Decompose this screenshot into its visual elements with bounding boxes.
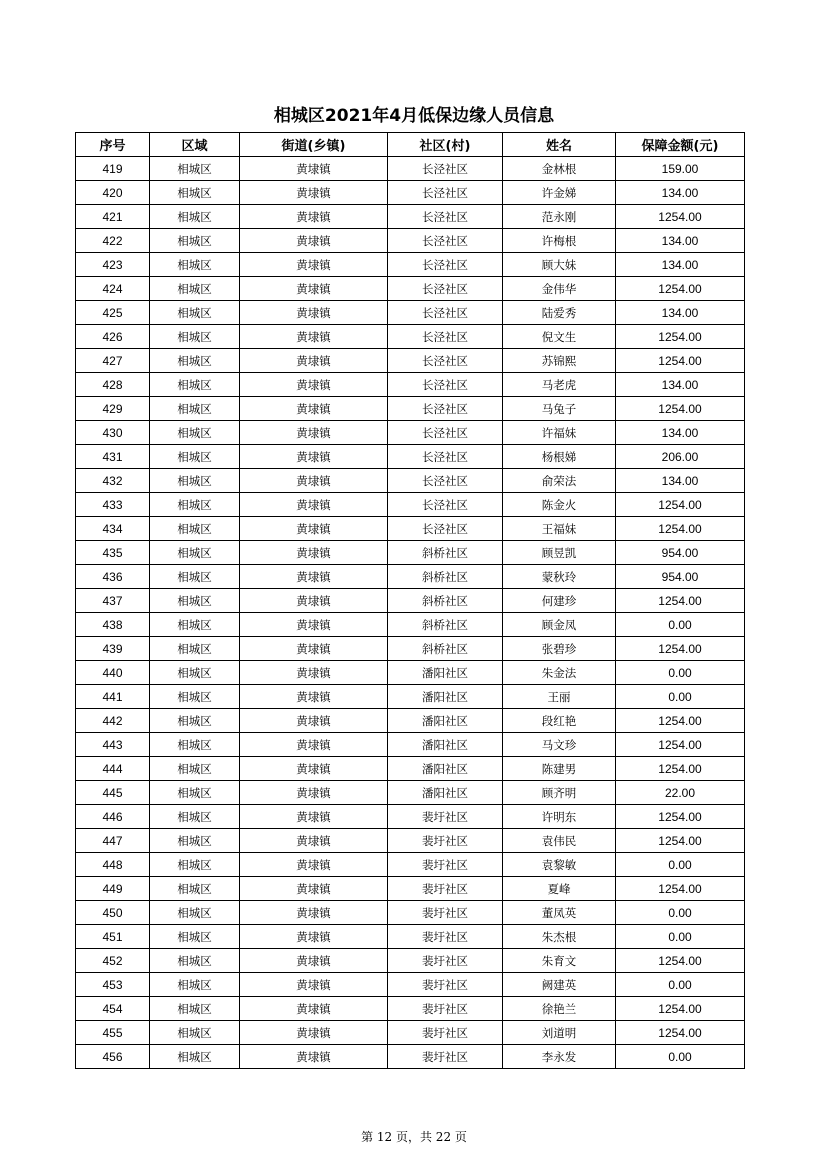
cell-name: 许福妹: [503, 421, 616, 445]
cell-name: 陈金火: [503, 493, 616, 517]
cell-index: 449: [76, 877, 150, 901]
cell-name: 倪文生: [503, 325, 616, 349]
table-row: [76, 277, 745, 301]
cell-district: 相城区: [150, 277, 240, 301]
cell-community: 裴圩社区: [388, 973, 503, 997]
cell-community: 长泾社区: [388, 349, 503, 373]
cell-district: 相城区: [150, 901, 240, 925]
cell-district: 相城区: [150, 397, 240, 421]
cell-street: 黄埭镇: [240, 877, 388, 901]
cell-name: 何建珍: [503, 589, 616, 613]
table-row: [76, 589, 745, 613]
cell-amount: 1254.00: [616, 397, 745, 421]
table-row: [76, 205, 745, 229]
cell-street: 黄埭镇: [240, 253, 388, 277]
cell-index: 443: [76, 733, 150, 757]
cell-community: 裴圩社区: [388, 877, 503, 901]
cell-name: 陆爱秀: [503, 301, 616, 325]
table-row: [76, 733, 745, 757]
cell-name: 金林根: [503, 157, 616, 181]
table-row: [76, 397, 745, 421]
cell-name: 袁伟民: [503, 829, 616, 853]
table-row: [76, 829, 745, 853]
cell-community: 长泾社区: [388, 421, 503, 445]
cell-amount: 1254.00: [616, 493, 745, 517]
cell-community: 长泾社区: [388, 253, 503, 277]
cell-district: 相城区: [150, 253, 240, 277]
cell-district: 相城区: [150, 613, 240, 637]
cell-name: 顾大妹: [503, 253, 616, 277]
cell-street: 黄埭镇: [240, 757, 388, 781]
cell-street: 黄埭镇: [240, 733, 388, 757]
column-header-street: 街道(乡镇): [240, 133, 388, 157]
cell-street: 黄埭镇: [240, 829, 388, 853]
table-row: [76, 253, 745, 277]
cell-community: 长泾社区: [388, 517, 503, 541]
column-header-community: 社区(村): [388, 133, 503, 157]
cell-name: 俞荣法: [503, 469, 616, 493]
cell-street: 黄埭镇: [240, 565, 388, 589]
cell-street: 黄埭镇: [240, 997, 388, 1021]
cell-amount: 134.00: [616, 229, 745, 253]
cell-amount: 1254.00: [616, 805, 745, 829]
cell-amount: 134.00: [616, 253, 745, 277]
cell-community: 裴圩社区: [388, 925, 503, 949]
cell-amount: 206.00: [616, 445, 745, 469]
table-row: [76, 421, 745, 445]
cell-name: 袁黎敏: [503, 853, 616, 877]
cell-name: 夏峰: [503, 877, 616, 901]
table-row: [76, 157, 745, 181]
cell-index: 447: [76, 829, 150, 853]
cell-community: 裴圩社区: [388, 997, 503, 1021]
cell-index: 428: [76, 373, 150, 397]
cell-amount: 1254.00: [616, 589, 745, 613]
cell-community: 长泾社区: [388, 205, 503, 229]
cell-name: 金伟华: [503, 277, 616, 301]
cell-district: 相城区: [150, 781, 240, 805]
cell-index: 444: [76, 757, 150, 781]
cell-amount: 1254.00: [616, 325, 745, 349]
cell-street: 黄埭镇: [240, 277, 388, 301]
cell-amount: 1254.00: [616, 997, 745, 1021]
cell-street: 黄埭镇: [240, 661, 388, 685]
table-row: [76, 1021, 745, 1045]
cell-amount: 134.00: [616, 421, 745, 445]
cell-community: 裴圩社区: [388, 829, 503, 853]
cell-district: 相城区: [150, 1021, 240, 1045]
cell-index: 437: [76, 589, 150, 613]
cell-community: 裴圩社区: [388, 853, 503, 877]
cell-name: 陈建男: [503, 757, 616, 781]
data-table: [75, 132, 745, 1069]
table-row: [76, 997, 745, 1021]
cell-amount: 1254.00: [616, 1021, 745, 1045]
table-row: [76, 757, 745, 781]
cell-community: 斜桥社区: [388, 541, 503, 565]
table-row: [76, 325, 745, 349]
cell-index: 440: [76, 661, 150, 685]
cell-name: 李永发: [503, 1045, 616, 1069]
cell-index: 454: [76, 997, 150, 1021]
cell-amount: 134.00: [616, 469, 745, 493]
table-row: [76, 685, 745, 709]
cell-district: 相城区: [150, 637, 240, 661]
cell-street: 黄埭镇: [240, 685, 388, 709]
cell-amount: 954.00: [616, 565, 745, 589]
table-row: [76, 901, 745, 925]
cell-community: 斜桥社区: [388, 637, 503, 661]
cell-district: 相城区: [150, 181, 240, 205]
cell-name: 蒙秋玲: [503, 565, 616, 589]
cell-district: 相城区: [150, 541, 240, 565]
cell-district: 相城区: [150, 589, 240, 613]
cell-amount: 159.00: [616, 157, 745, 181]
cell-street: 黄埭镇: [240, 373, 388, 397]
cell-district: 相城区: [150, 1045, 240, 1069]
cell-community: 长泾社区: [388, 469, 503, 493]
cell-name: 许明东: [503, 805, 616, 829]
cell-name: 朱杰根: [503, 925, 616, 949]
cell-amount: 1254.00: [616, 709, 745, 733]
cell-community: 潘阳社区: [388, 661, 503, 685]
cell-amount: 0.00: [616, 1045, 745, 1069]
cell-community: 潘阳社区: [388, 757, 503, 781]
cell-amount: 134.00: [616, 373, 745, 397]
cell-community: 潘阳社区: [388, 733, 503, 757]
cell-community: 裴圩社区: [388, 1045, 503, 1069]
cell-district: 相城区: [150, 997, 240, 1021]
cell-index: 453: [76, 973, 150, 997]
cell-street: 黄埭镇: [240, 205, 388, 229]
column-header-district: 区域: [150, 133, 240, 157]
cell-street: 黄埭镇: [240, 589, 388, 613]
table-row: [76, 637, 745, 661]
cell-street: 黄埭镇: [240, 157, 388, 181]
cell-district: 相城区: [150, 325, 240, 349]
cell-name: 顾金凤: [503, 613, 616, 637]
table-row: [76, 877, 745, 901]
cell-index: 439: [76, 637, 150, 661]
cell-street: 黄埭镇: [240, 781, 388, 805]
cell-amount: 134.00: [616, 301, 745, 325]
column-header-amount: 保障金额(元): [616, 133, 745, 157]
cell-amount: 1254.00: [616, 637, 745, 661]
cell-street: 黄埭镇: [240, 1045, 388, 1069]
cell-amount: 1254.00: [616, 829, 745, 853]
cell-community: 裴圩社区: [388, 1021, 503, 1045]
cell-district: 相城区: [150, 709, 240, 733]
cell-amount: 1254.00: [616, 205, 745, 229]
table-row: [76, 709, 745, 733]
cell-amount: 1254.00: [616, 349, 745, 373]
cell-street: 黄埭镇: [240, 349, 388, 373]
cell-district: 相城区: [150, 493, 240, 517]
cell-index: 424: [76, 277, 150, 301]
cell-name: 朱育文: [503, 949, 616, 973]
cell-community: 斜桥社区: [388, 565, 503, 589]
cell-community: 潘阳社区: [388, 685, 503, 709]
cell-name: 阙建英: [503, 973, 616, 997]
cell-community: 长泾社区: [388, 325, 503, 349]
cell-amount: 0.00: [616, 685, 745, 709]
cell-amount: 1254.00: [616, 949, 745, 973]
table-row: [76, 973, 745, 997]
cell-street: 黄埭镇: [240, 805, 388, 829]
cell-index: 430: [76, 421, 150, 445]
cell-community: 长泾社区: [388, 445, 503, 469]
cell-street: 黄埭镇: [240, 973, 388, 997]
cell-index: 435: [76, 541, 150, 565]
cell-name: 马文珍: [503, 733, 616, 757]
cell-street: 黄埭镇: [240, 229, 388, 253]
cell-index: 455: [76, 1021, 150, 1045]
cell-community: 长泾社区: [388, 373, 503, 397]
cell-street: 黄埭镇: [240, 493, 388, 517]
cell-name: 段红艳: [503, 709, 616, 733]
cell-street: 黄埭镇: [240, 445, 388, 469]
cell-district: 相城区: [150, 973, 240, 997]
cell-amount: 0.00: [616, 901, 745, 925]
table-row: [76, 541, 745, 565]
cell-district: 相城区: [150, 949, 240, 973]
cell-street: 黄埭镇: [240, 421, 388, 445]
cell-district: 相城区: [150, 925, 240, 949]
table-row: [76, 1045, 745, 1069]
cell-street: 黄埭镇: [240, 469, 388, 493]
cell-district: 相城区: [150, 229, 240, 253]
table-row: [76, 613, 745, 637]
header-row: [76, 133, 745, 157]
cell-street: 黄埭镇: [240, 925, 388, 949]
cell-amount: 0.00: [616, 613, 745, 637]
cell-district: 相城区: [150, 373, 240, 397]
table-row: [76, 493, 745, 517]
cell-index: 423: [76, 253, 150, 277]
table-row: [76, 853, 745, 877]
cell-amount: 0.00: [616, 973, 745, 997]
cell-street: 黄埭镇: [240, 397, 388, 421]
cell-amount: 0.00: [616, 853, 745, 877]
table-row: [76, 301, 745, 325]
column-header-name: 姓名: [503, 133, 616, 157]
cell-amount: 134.00: [616, 181, 745, 205]
cell-name: 许梅根: [503, 229, 616, 253]
cell-name: 朱金法: [503, 661, 616, 685]
cell-community: 长泾社区: [388, 277, 503, 301]
table-row: [76, 925, 745, 949]
cell-community: 裴圩社区: [388, 805, 503, 829]
cell-index: 433: [76, 493, 150, 517]
cell-index: 456: [76, 1045, 150, 1069]
cell-index: 446: [76, 805, 150, 829]
table-row: [76, 445, 745, 469]
cell-district: 相城区: [150, 685, 240, 709]
cell-amount: 1254.00: [616, 733, 745, 757]
cell-district: 相城区: [150, 205, 240, 229]
cell-index: 438: [76, 613, 150, 637]
cell-street: 黄埭镇: [240, 637, 388, 661]
cell-street: 黄埭镇: [240, 709, 388, 733]
cell-amount: 0.00: [616, 661, 745, 685]
table-row: [76, 181, 745, 205]
cell-district: 相城区: [150, 733, 240, 757]
cell-index: 442: [76, 709, 150, 733]
cell-name: 马兔子: [503, 397, 616, 421]
table-row: [76, 805, 745, 829]
cell-district: 相城区: [150, 565, 240, 589]
cell-street: 黄埭镇: [240, 853, 388, 877]
cell-district: 相城区: [150, 349, 240, 373]
cell-street: 黄埭镇: [240, 613, 388, 637]
cell-index: 429: [76, 397, 150, 421]
cell-index: 427: [76, 349, 150, 373]
table-row: [76, 565, 745, 589]
cell-name: 顾齐明: [503, 781, 616, 805]
cell-street: 黄埭镇: [240, 541, 388, 565]
cell-index: 450: [76, 901, 150, 925]
cell-index: 426: [76, 325, 150, 349]
cell-index: 445: [76, 781, 150, 805]
cell-street: 黄埭镇: [240, 949, 388, 973]
cell-amount: 1254.00: [616, 517, 745, 541]
page-footer: 第 12 页，共 22 页: [361, 1130, 467, 1144]
cell-amount: 1254.00: [616, 877, 745, 901]
cell-community: 长泾社区: [388, 157, 503, 181]
cell-index: 425: [76, 301, 150, 325]
cell-street: 黄埭镇: [240, 325, 388, 349]
cell-street: 黄埭镇: [240, 181, 388, 205]
cell-district: 相城区: [150, 517, 240, 541]
cell-index: 451: [76, 925, 150, 949]
cell-community: 长泾社区: [388, 397, 503, 421]
table-row: [76, 949, 745, 973]
cell-district: 相城区: [150, 445, 240, 469]
cell-community: 裴圩社区: [388, 949, 503, 973]
table-row: [76, 469, 745, 493]
cell-index: 419: [76, 157, 150, 181]
cell-index: 420: [76, 181, 150, 205]
column-header-index: 序号: [76, 133, 150, 157]
cell-district: 相城区: [150, 421, 240, 445]
cell-community: 长泾社区: [388, 181, 503, 205]
cell-amount: 1254.00: [616, 757, 745, 781]
cell-community: 潘阳社区: [388, 709, 503, 733]
cell-district: 相城区: [150, 805, 240, 829]
cell-amount: 22.00: [616, 781, 745, 805]
cell-street: 黄埭镇: [240, 901, 388, 925]
table-row: [76, 661, 745, 685]
cell-street: 黄埭镇: [240, 301, 388, 325]
cell-index: 436: [76, 565, 150, 589]
cell-index: 431: [76, 445, 150, 469]
cell-district: 相城区: [150, 301, 240, 325]
table-row: [76, 781, 745, 805]
cell-amount: 1254.00: [616, 277, 745, 301]
cell-amount: 954.00: [616, 541, 745, 565]
cell-index: 422: [76, 229, 150, 253]
cell-name: 王福妹: [503, 517, 616, 541]
cell-community: 潘阳社区: [388, 781, 503, 805]
cell-district: 相城区: [150, 661, 240, 685]
cell-community: 裴圩社区: [388, 901, 503, 925]
cell-index: 448: [76, 853, 150, 877]
cell-street: 黄埭镇: [240, 517, 388, 541]
table-row: [76, 373, 745, 397]
cell-district: 相城区: [150, 157, 240, 181]
cell-district: 相城区: [150, 877, 240, 901]
cell-name: 马老虎: [503, 373, 616, 397]
table-row: [76, 229, 745, 253]
cell-index: 441: [76, 685, 150, 709]
cell-name: 张碧珍: [503, 637, 616, 661]
cell-index: 452: [76, 949, 150, 973]
cell-name: 顾昱凯: [503, 541, 616, 565]
cell-index: 434: [76, 517, 150, 541]
cell-district: 相城区: [150, 469, 240, 493]
cell-name: 董凤英: [503, 901, 616, 925]
cell-amount: 0.00: [616, 925, 745, 949]
table-row: [76, 517, 745, 541]
table-body: [76, 157, 745, 1069]
document-title: 相城区2021年4月低保边缘人员信息: [273, 106, 555, 126]
cell-name: 杨根娣: [503, 445, 616, 469]
cell-community: 长泾社区: [388, 229, 503, 253]
cell-community: 斜桥社区: [388, 613, 503, 637]
cell-index: 421: [76, 205, 150, 229]
cell-name: 苏锦熙: [503, 349, 616, 373]
cell-district: 相城区: [150, 829, 240, 853]
cell-name: 许金娣: [503, 181, 616, 205]
cell-index: 432: [76, 469, 150, 493]
table-row: [76, 349, 745, 373]
cell-name: 刘道明: [503, 1021, 616, 1045]
cell-street: 黄埭镇: [240, 1021, 388, 1045]
cell-community: 长泾社区: [388, 493, 503, 517]
cell-name: 徐艳兰: [503, 997, 616, 1021]
cell-district: 相城区: [150, 757, 240, 781]
cell-community: 斜桥社区: [388, 589, 503, 613]
cell-district: 相城区: [150, 853, 240, 877]
cell-name: 范永刚: [503, 205, 616, 229]
cell-name: 王丽: [503, 685, 616, 709]
cell-community: 长泾社区: [388, 301, 503, 325]
